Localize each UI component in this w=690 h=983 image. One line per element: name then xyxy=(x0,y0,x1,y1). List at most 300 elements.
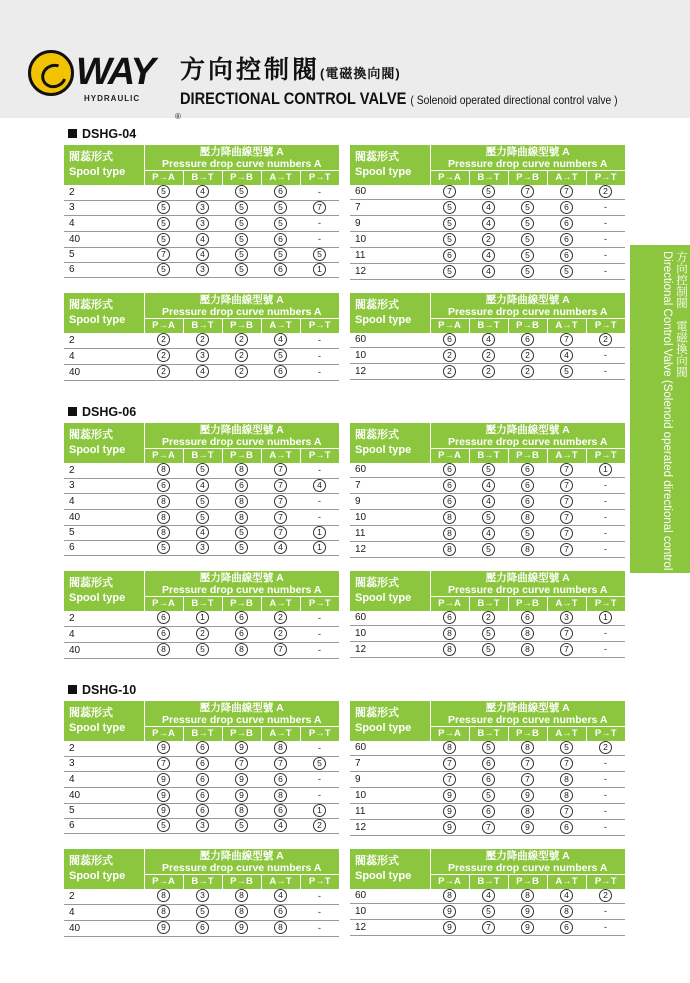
not-applicable-dash: - xyxy=(604,528,607,539)
curve-number-cell xyxy=(300,463,339,479)
spool-type-cell: 12 xyxy=(350,642,430,658)
curve-number-circle: 3 xyxy=(196,217,209,230)
spool-header-en: Spool type xyxy=(355,592,412,604)
curve-number-cell xyxy=(547,248,586,264)
curve-number-circle: 7 xyxy=(443,185,456,198)
not-applicable-dash: - xyxy=(604,822,607,833)
curve-number-circle: 5 xyxy=(274,217,287,230)
curve-number-cell xyxy=(508,510,547,526)
curve-number-circle: 5 xyxy=(313,757,326,770)
curve-number-cell xyxy=(261,819,300,834)
table-row xyxy=(350,820,625,836)
curve-number-cell xyxy=(430,216,469,232)
curve-number-circle: 4 xyxy=(482,333,495,346)
not-applicable-dash: - xyxy=(318,187,321,197)
curve-number-cell xyxy=(469,348,508,364)
spool-type-cell: 9 xyxy=(350,772,430,788)
curve-number-circle: 2 xyxy=(599,185,612,198)
table-row xyxy=(64,788,339,804)
not-applicable-dash: - xyxy=(318,629,321,639)
spool-type-header xyxy=(350,145,430,185)
table-row xyxy=(350,526,625,542)
curve-number-cell xyxy=(547,364,586,380)
curve-number-circle: 8 xyxy=(521,543,534,556)
curve-number-circle: 7 xyxy=(157,757,170,770)
curve-number-circle: 6 xyxy=(235,479,248,492)
curve-number-circle: 6 xyxy=(274,185,287,198)
spool-header-en: Spool type xyxy=(69,722,126,734)
curve-number-circle: 6 xyxy=(482,757,495,770)
curve-number-circle: 6 xyxy=(274,365,287,378)
curve-number-cell xyxy=(469,920,508,936)
spool-header-cn: 閥蕊形式 xyxy=(69,151,113,163)
port-flow-header: P→A xyxy=(430,597,469,612)
curve-number-cell xyxy=(183,263,222,278)
pd-header-en: Pressure drop curve numbers A xyxy=(162,583,322,596)
curve-number-cell xyxy=(430,510,469,526)
curve-number-cell xyxy=(144,510,183,526)
curve-number-circle: 7 xyxy=(560,495,573,508)
curve-number-cell xyxy=(300,611,339,627)
port-flow-header: P→B xyxy=(222,449,261,464)
curve-number-cell xyxy=(183,216,222,232)
curve-number-cell xyxy=(183,365,222,381)
curve-number-cell xyxy=(430,804,469,820)
curve-number-circle: 5 xyxy=(196,511,209,524)
curve-number-cell xyxy=(261,921,300,937)
curve-number-cell xyxy=(547,542,586,558)
curve-number-cell xyxy=(183,232,222,248)
port-flow-header: P→B xyxy=(508,449,547,464)
curve-number-cell xyxy=(586,494,625,510)
curve-number-circle: 8 xyxy=(521,643,534,656)
curve-number-circle: 4 xyxy=(482,889,495,902)
curve-number-circle: 4 xyxy=(482,201,495,214)
curve-number-cell xyxy=(222,889,261,905)
spool-type-cell: 40 xyxy=(64,921,144,937)
curve-number-cell xyxy=(261,232,300,248)
curve-number-cell xyxy=(547,494,586,510)
table-row xyxy=(64,201,339,216)
curve-number-circle: 2 xyxy=(157,333,170,346)
curve-number-cell xyxy=(183,494,222,510)
curve-number-cell xyxy=(547,510,586,526)
curve-number-circle: 8 xyxy=(235,905,248,918)
spool-header-en: Spool type xyxy=(355,166,412,178)
curve-number-circle: 4 xyxy=(482,527,495,540)
title-en-sub: ( Solenoid operated directional control valve ) xyxy=(410,93,618,107)
section-label-text: DSHG-06 xyxy=(82,405,137,419)
curve-number-circle: 8 xyxy=(443,527,456,540)
curve-number-circle: 7 xyxy=(482,821,495,834)
curve-number-cell xyxy=(430,232,469,248)
curve-number-circle: 3 xyxy=(560,611,573,624)
pd-header-cn: 壓力降曲線型號 A xyxy=(199,849,284,862)
curve-number-cell xyxy=(183,463,222,479)
curve-number-cell xyxy=(183,627,222,643)
curve-number-circle: 6 xyxy=(196,741,209,754)
curve-number-cell xyxy=(430,820,469,836)
curve-number-cell xyxy=(469,216,508,232)
curve-number-cell xyxy=(300,889,339,905)
table-row xyxy=(64,365,339,381)
curve-number-circle: 6 xyxy=(196,773,209,786)
port-flow-header: P→T xyxy=(300,171,339,186)
title-en-main: DIRECTIONAL CONTROL VALVE xyxy=(180,89,407,108)
table-row xyxy=(350,200,625,216)
curve-number-circle: 8 xyxy=(274,741,287,754)
curve-number-circle: 5 xyxy=(560,741,573,754)
not-applicable-dash: - xyxy=(318,351,321,361)
curve-number-circle: 2 xyxy=(482,349,495,362)
curve-number-cell xyxy=(183,611,222,627)
curve-number-cell xyxy=(261,463,300,479)
curve-number-circle: 5 xyxy=(196,495,209,508)
curve-number-cell xyxy=(261,333,300,349)
curve-number-cell xyxy=(183,889,222,905)
curve-number-circle: 8 xyxy=(235,495,248,508)
spool-header-en: Spool type xyxy=(355,722,412,734)
table-row xyxy=(350,741,625,756)
port-flow-header: B→T xyxy=(469,319,508,334)
spool-type-cell: 3 xyxy=(64,757,144,772)
curve-number-circle: 2 xyxy=(235,349,248,362)
port-flow-header: A→T xyxy=(547,597,586,612)
curve-number-cell xyxy=(144,333,183,349)
curve-number-circle: 8 xyxy=(521,741,534,754)
pressure-drop-header xyxy=(430,293,625,319)
curve-number-cell xyxy=(430,248,469,264)
curve-number-cell xyxy=(430,788,469,804)
curve-number-circle: 4 xyxy=(482,479,495,492)
not-applicable-dash: - xyxy=(318,774,321,785)
port-flow-header: P→A xyxy=(430,449,469,464)
curve-number-circle: 9 xyxy=(235,789,248,802)
pd-header-en: Pressure drop curve numbers A xyxy=(162,713,322,726)
table-row xyxy=(350,494,625,510)
spool-header-cn: 閥蕊形式 xyxy=(69,855,113,867)
curve-number-circle: 9 xyxy=(443,821,456,834)
curve-number-cell xyxy=(261,349,300,365)
curve-number-circle: 2 xyxy=(274,611,287,624)
pressure-drop-table xyxy=(350,849,625,936)
curve-number-circle: 2 xyxy=(235,365,248,378)
spool-type-cell: 4 xyxy=(64,772,144,788)
spool-type-cell: 5 xyxy=(64,804,144,819)
port-flow-header: P→A xyxy=(144,875,183,890)
curve-number-cell xyxy=(222,216,261,232)
pressure-drop-header xyxy=(144,571,339,597)
curve-number-cell xyxy=(586,264,625,280)
spool-type-header xyxy=(64,849,144,889)
curve-number-cell xyxy=(508,248,547,264)
pd-header-en: Pressure drop curve numbers A xyxy=(162,157,322,170)
spool-type-cell: 12 xyxy=(350,364,430,380)
curve-number-circle: 5 xyxy=(443,265,456,278)
table-row xyxy=(64,510,339,526)
curve-number-circle: 2 xyxy=(521,365,534,378)
port-flow-header: P→T xyxy=(586,319,625,334)
curve-number-circle: 1 xyxy=(313,526,326,539)
curve-number-cell xyxy=(183,333,222,349)
spool-type-cell: 6 xyxy=(64,541,144,556)
curve-number-cell xyxy=(261,772,300,788)
curve-number-circle: 5 xyxy=(157,201,170,214)
curve-number-cell xyxy=(469,232,508,248)
curve-number-cell xyxy=(469,904,508,920)
spool-header-cn: 閥蕊形式 xyxy=(69,707,113,719)
curve-number-cell xyxy=(300,643,339,659)
curve-number-circle: 8 xyxy=(443,543,456,556)
curve-number-cell xyxy=(508,185,547,200)
port-flow-header: P→T xyxy=(586,597,625,612)
curve-number-circle: 7 xyxy=(313,201,326,214)
section-label xyxy=(68,127,136,141)
spool-type-cell: 3 xyxy=(64,479,144,494)
curve-number-cell xyxy=(222,627,261,643)
curve-number-cell xyxy=(222,905,261,921)
curve-number-cell xyxy=(300,921,339,937)
pd-header-en: Pressure drop curve numbers A xyxy=(162,435,322,448)
curve-number-circle: 5 xyxy=(482,905,495,918)
table-row xyxy=(64,185,339,201)
curve-number-circle: 6 xyxy=(443,495,456,508)
curve-number-cell xyxy=(144,611,183,627)
curve-number-circle: 3 xyxy=(196,263,209,276)
port-flow-header: B→T xyxy=(183,449,222,464)
not-applicable-dash: - xyxy=(604,234,607,245)
not-applicable-dash: - xyxy=(604,790,607,801)
curve-number-circle: 5 xyxy=(235,248,248,261)
curve-number-circle: 6 xyxy=(196,757,209,770)
curve-number-circle: 6 xyxy=(274,233,287,246)
curve-number-circle: 3 xyxy=(196,349,209,362)
spool-header-en: Spool type xyxy=(355,444,412,456)
curve-number-cell xyxy=(183,819,222,834)
not-applicable-dash: - xyxy=(318,512,321,523)
table-row xyxy=(64,772,339,788)
curve-number-circle: 4 xyxy=(482,265,495,278)
curve-number-cell xyxy=(300,248,339,263)
curve-number-cell xyxy=(144,201,183,216)
curve-number-circle: 5 xyxy=(235,526,248,539)
curve-number-circle: 6 xyxy=(443,463,456,476)
curve-number-circle: 5 xyxy=(482,543,495,556)
curve-number-circle: 6 xyxy=(560,249,573,262)
curve-number-cell xyxy=(586,741,625,756)
not-applicable-dash: - xyxy=(318,743,321,753)
curve-number-cell xyxy=(508,348,547,364)
spool-type-cell: 10 xyxy=(350,348,430,364)
curve-number-circle: 4 xyxy=(196,526,209,539)
curve-number-cell xyxy=(430,889,469,904)
curve-number-circle: 8 xyxy=(443,511,456,524)
port-flow-header: P→B xyxy=(222,875,261,890)
curve-number-cell xyxy=(469,756,508,772)
curve-number-cell xyxy=(430,494,469,510)
curve-number-cell xyxy=(261,248,300,263)
curve-number-cell xyxy=(430,904,469,920)
curve-number-circle: 7 xyxy=(274,643,287,656)
curve-number-cell xyxy=(144,804,183,819)
curve-number-circle: 5 xyxy=(482,185,495,198)
curve-number-cell xyxy=(586,804,625,820)
curve-number-circle: 5 xyxy=(443,233,456,246)
curve-number-cell xyxy=(508,494,547,510)
spool-header-cn: 閥蕊形式 xyxy=(69,577,113,589)
side-tab-text xyxy=(660,251,688,604)
spool-header-en: Spool type xyxy=(69,314,126,326)
curve-number-circle: 4 xyxy=(274,819,287,832)
table-row xyxy=(350,348,625,364)
curve-number-circle: 3 xyxy=(196,541,209,554)
curve-number-cell xyxy=(144,349,183,365)
not-applicable-dash: - xyxy=(318,923,321,933)
curve-number-cell xyxy=(586,642,625,658)
curve-number-circle: 4 xyxy=(196,479,209,492)
curve-number-cell xyxy=(469,772,508,788)
spool-type-cell: 40 xyxy=(64,788,144,804)
curve-number-cell xyxy=(586,788,625,804)
spool-type-header xyxy=(350,849,430,889)
curve-number-circle: 9 xyxy=(443,789,456,802)
curve-number-circle: 9 xyxy=(157,789,170,802)
curve-number-cell xyxy=(261,741,300,757)
curve-number-cell xyxy=(430,200,469,216)
curve-number-circle: 5 xyxy=(274,349,287,362)
table-row xyxy=(64,479,339,494)
curve-number-circle: 7 xyxy=(157,248,170,261)
page-header xyxy=(0,0,690,121)
curve-number-circle: 6 xyxy=(521,463,534,476)
curve-number-cell xyxy=(586,626,625,642)
curve-number-cell xyxy=(547,889,586,904)
curve-number-circle: 7 xyxy=(560,479,573,492)
curve-number-cell xyxy=(430,264,469,280)
curve-number-cell xyxy=(508,364,547,380)
spool-header-cn: 閥蕊形式 xyxy=(355,577,399,589)
pressure-drop-header xyxy=(430,571,625,597)
curve-number-cell xyxy=(222,185,261,201)
table-row xyxy=(350,364,625,380)
curve-number-cell xyxy=(469,333,508,348)
curve-number-circle: 9 xyxy=(157,921,170,934)
curve-number-cell xyxy=(508,820,547,836)
spool-type-header xyxy=(350,423,430,463)
logo-swirl-icon xyxy=(28,50,74,96)
port-flow-header: P→T xyxy=(300,319,339,334)
curve-number-circle: 6 xyxy=(482,805,495,818)
spool-type-header xyxy=(64,145,144,185)
table-row xyxy=(350,920,625,936)
port-flow-header: B→T xyxy=(469,597,508,612)
curve-number-cell xyxy=(222,510,261,526)
section-label xyxy=(68,405,136,419)
curve-number-circle: 6 xyxy=(235,627,248,640)
curve-number-cell xyxy=(300,185,339,201)
curve-number-circle: 6 xyxy=(274,905,287,918)
not-applicable-dash: - xyxy=(604,512,607,523)
curve-number-cell xyxy=(144,889,183,905)
curve-number-circle: 2 xyxy=(196,627,209,640)
pd-header-en: Pressure drop curve numbers A xyxy=(448,435,608,448)
spool-type-header xyxy=(64,571,144,611)
curve-number-circle: 5 xyxy=(235,263,248,276)
spool-header-cn: 閥蕊形式 xyxy=(355,707,399,719)
curve-number-cell xyxy=(261,757,300,772)
pd-header-cn: 壓力降曲線型號 A xyxy=(485,571,570,584)
curve-number-cell xyxy=(430,542,469,558)
curve-number-circle: 8 xyxy=(235,643,248,656)
curve-number-cell xyxy=(300,741,339,757)
brand-logo xyxy=(28,50,181,121)
spool-type-cell: 5 xyxy=(64,526,144,541)
port-flow-header: B→T xyxy=(183,171,222,186)
port-flow-header: B→T xyxy=(469,171,508,186)
curve-number-cell xyxy=(183,479,222,494)
section-label xyxy=(68,683,136,697)
spool-type-cell: 11 xyxy=(350,248,430,264)
spool-header-cn: 閥蕊形式 xyxy=(355,429,399,441)
curve-number-cell xyxy=(300,757,339,772)
spool-type-cell: 2 xyxy=(64,889,144,905)
curve-number-cell xyxy=(586,216,625,232)
curve-number-cell xyxy=(300,263,339,278)
curve-number-cell xyxy=(586,478,625,494)
pd-header-en: Pressure drop curve numbers A xyxy=(448,713,608,726)
curve-number-cell xyxy=(300,365,339,381)
curve-number-cell xyxy=(586,333,625,348)
curve-number-cell xyxy=(586,526,625,542)
curve-number-cell xyxy=(547,348,586,364)
curve-number-circle: 5 xyxy=(157,263,170,276)
curve-number-circle: 6 xyxy=(196,804,209,817)
curve-number-cell xyxy=(469,248,508,264)
pressure-drop-header xyxy=(144,849,339,875)
curve-number-cell xyxy=(547,788,586,804)
not-applicable-dash: - xyxy=(604,758,607,769)
curve-number-circle: 5 xyxy=(235,185,248,198)
curve-number-circle: 7 xyxy=(235,757,248,770)
pd-header-en: Pressure drop curve numbers A xyxy=(448,157,608,170)
port-flow-header: B→T xyxy=(469,727,508,742)
table-row xyxy=(64,804,339,819)
curve-number-cell xyxy=(261,611,300,627)
curve-number-cell xyxy=(430,526,469,542)
curve-number-cell xyxy=(430,463,469,478)
spool-header-cn: 閥蕊形式 xyxy=(355,855,399,867)
curve-number-cell xyxy=(222,921,261,937)
curve-number-cell xyxy=(222,479,261,494)
curve-number-cell xyxy=(586,463,625,478)
pd-header-cn: 壓力降曲線型號 A xyxy=(199,145,284,158)
table-row xyxy=(350,216,625,232)
curve-number-cell xyxy=(144,526,183,541)
spool-type-cell: 40 xyxy=(64,510,144,526)
curve-number-cell xyxy=(430,626,469,642)
curve-number-cell xyxy=(430,348,469,364)
curve-number-circle: 8 xyxy=(560,905,573,918)
curve-number-cell xyxy=(508,756,547,772)
port-flow-header: P→A xyxy=(144,449,183,464)
curve-number-circle: 7 xyxy=(560,463,573,476)
curve-number-cell xyxy=(430,642,469,658)
curve-number-circle: 7 xyxy=(274,463,287,476)
spool-type-cell: 2 xyxy=(64,741,144,757)
spool-type-cell: 12 xyxy=(350,264,430,280)
table-row xyxy=(350,185,625,200)
table-row xyxy=(350,889,625,904)
